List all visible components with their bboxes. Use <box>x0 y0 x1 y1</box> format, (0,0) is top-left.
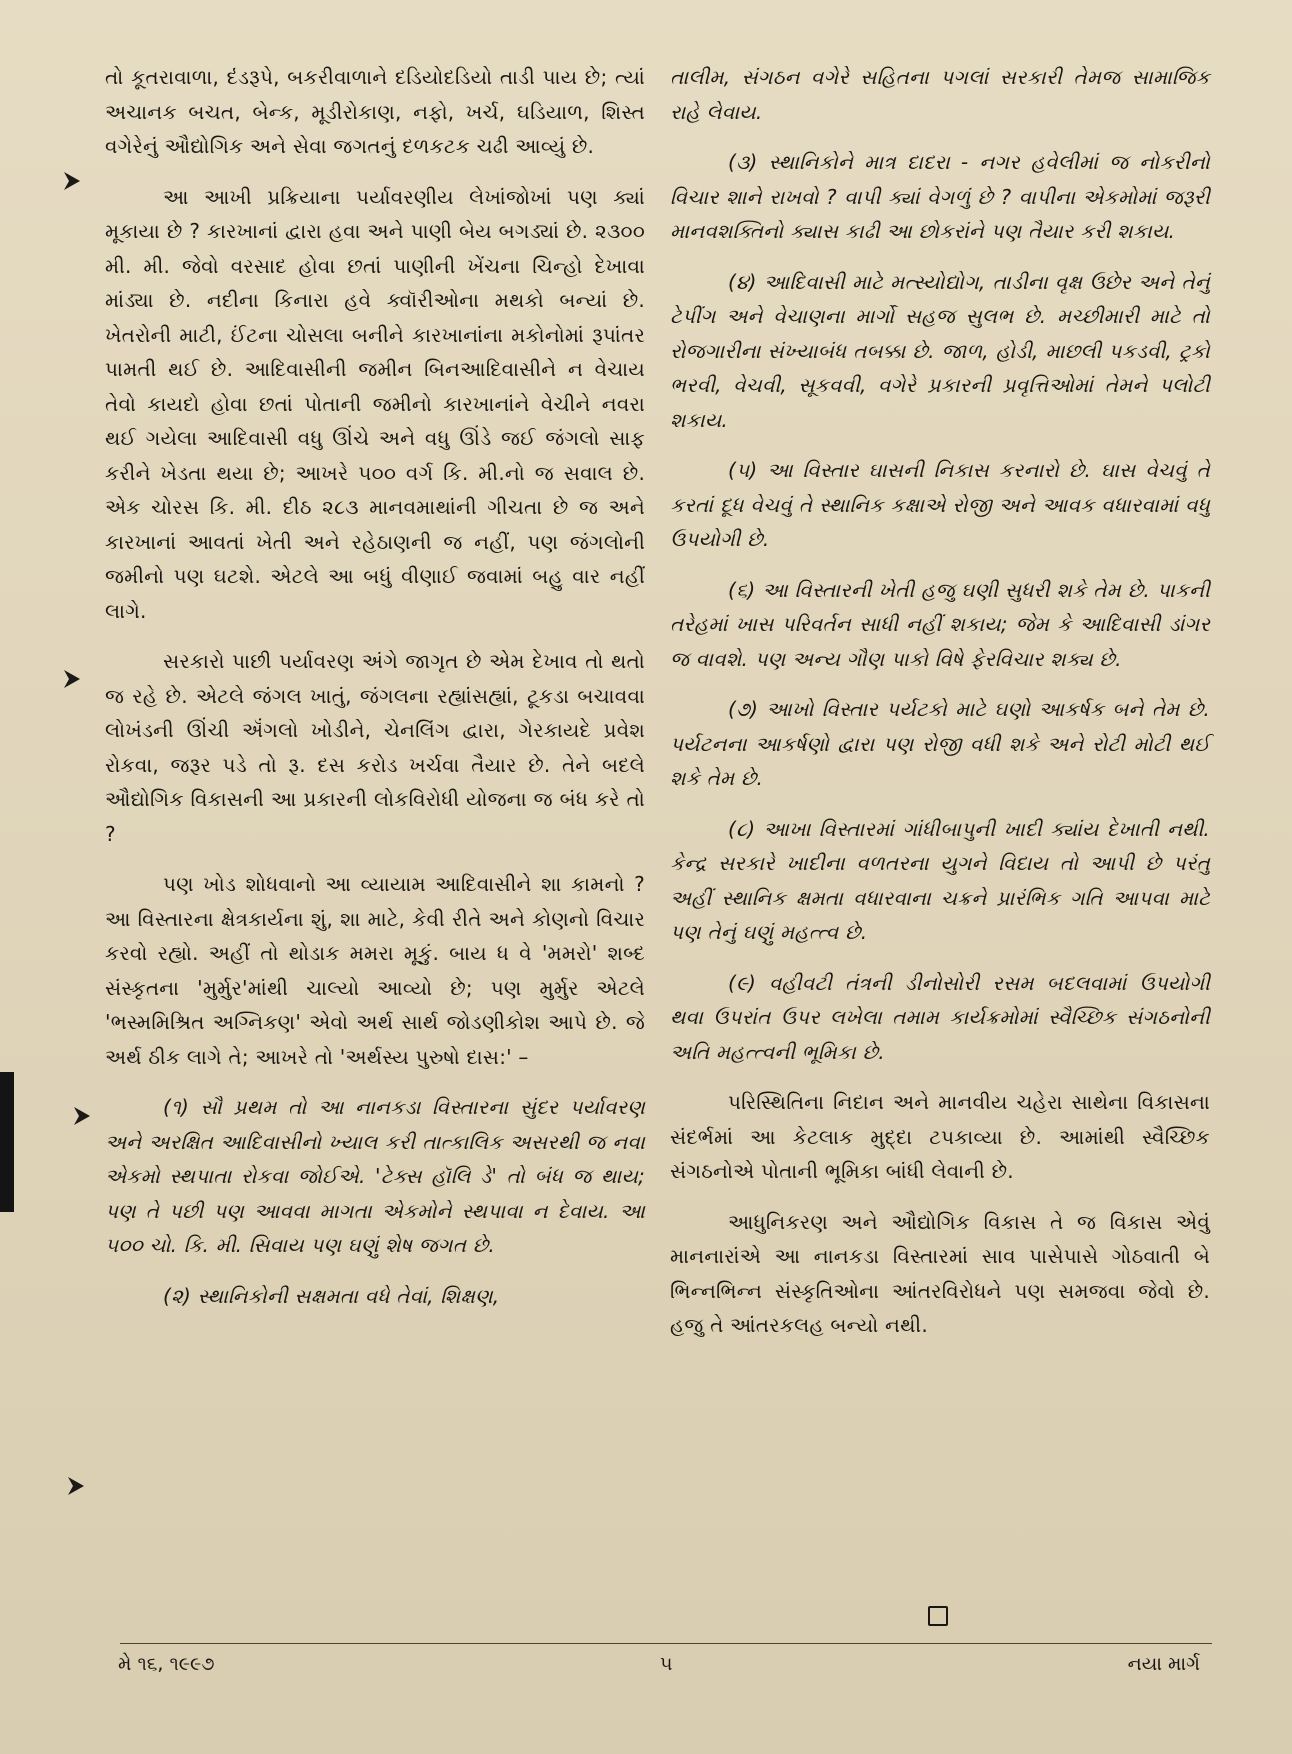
numbered-point: (૯) વહીવટી તંત્રની ડીનોસોરી રસમ બદલવામાં ઉપયોગી થવા ઉપરાંત ઉપર લખેલા તમામ કાર્યક્રમોમાં સ્વૈચ્છિક સંગઠનોની અતિ મહત્ત્વની ભૂમિકા છે. <box>670 970 1210 1064</box>
page-number: ૫ <box>660 1653 673 1675</box>
numbered-point: (૪) આદિવાસી માટે મત્સ્યોદ્યોગ, તાડીના વૃક્ષ ઉછેર અને તેનું ટેપીંગ અને વેચાણના માર્ગો સહજ સુલભ છે. મચ્છીમારી માટે તો રોજગારીના સંખ્યાબંધ તબક્કા છે. જાળ, હોડી, માછલી પકડવી, ટ્રકો ભરવી, વેચવી, સૂકવવી, વગેરે પ્રકારની પ્રવૃત્તિઓમાં તેમને પલોટી શકાય. <box>670 269 1210 432</box>
binding-hole-icon <box>62 170 82 192</box>
binding-hole-icon <box>66 1475 86 1497</box>
paragraph: આ આખી પ્રક્રિયાના પર્યાવરણીય લેખાંજોખાં પણ ક્યાં મૂકાયા છે ? કારખાનાં દ્વારા હવા અને પાણી બેય બગડ્યાં છે. ૨૩૦૦ મી. મી. જેવો વરસાદ હોવા છતાં પાણીની ખેંચના ચિન્હો દેખાવા માંડ્યા છે. નદીના કિનારા હવે ક્વૉરીઓના મથકો બન્યાં છે. ખેતરોની માટી, ઈંટના ચોસલા બનીને કારખાનાંના મકોનોમાં રૂપાંતર પામતી થઈ છે. આદિવાસીની જમીન બિનઆદિવાસીને ન વેચાય તેવો કાયદો હોવા છતાં પોતાની જમીનો કારખાનાંને વેચીને નવરા થઈ ગયેલા આદિવાસી વધુ ઊંચે અને વધુ ઊંડે જઈ જંગલો સાફ કરીને ખેડતા થયા છે; આખરે ૫૦૦ વર્ગ કિ. મી.નો જ સવાલ છે. એક ચોરસ કિ. મી. દીઠ ૨૮૩ માનવમાથાંની ગીચતા છે જ અને કારખાનાં આવતાં ખેતી અને રહેઠાણની જ નહીં, પણ જંગલોની જમીનો પણ ઘટશે. એટલે આ બધું વીણાઈ જવામાં બહુ વાર નહીં લાગે. <box>105 184 645 623</box>
numbered-point: (૬) આ વિસ્તારની ખેતી હજુ ઘણી સુધરી શકે તેમ છે. પાકની તરેહમાં ખાસ પરિવર્તન સાધી નહીં શકાય; જેમ કે આદિવાસી ડાંગર જ વાવશે. પણ અન્ય ગૌણ પાકો વિષે ફેરવિચાર શક્ય છે. <box>670 577 1210 671</box>
paragraph: તાલીમ, સંગઠન વગેરે સહિતના પગલાં સરકારી તેમજ સામાજિક રાહે લેવાય. <box>670 65 1210 124</box>
paragraph: આધુનિકરણ અને ઔદ્યોગિક વિકાસ તે જ વિકાસ એવું માનનારાંએ આ નાનકડા વિસ્તારમાં સાવ પાસેપાસે ગોઠવાતી બે ભિન્નભિન્ન સંસ્કૃતિઓના આંતરવિરોધને પણ સમજવા જેવો છે. હજુ તે આંતરકલહ બન્યો નથી. <box>670 1209 1210 1337</box>
end-of-article-square-icon <box>928 1606 948 1626</box>
publication-name: નયા માર્ગ <box>1127 1653 1200 1675</box>
paragraph: પરિસ્થિતિના નિદાન અને માનવીય ચહેરા સાથેના વિકાસના સંદર્ભમાં આ કેટલાક મુદ્દા ટપકાવ્યા છે. આમાંથી સ્વૈચ્છિક સંગઠનોએ પોતાની ભૂમિકા બાંધી લેવાની છે. <box>670 1090 1210 1183</box>
numbered-point: (૮) આખા વિસ્તારમાં ગાંધીબાપુની ખાદી ક્યાંય દેખાતી નથી. કેન્દ્ર સરકારે ખાદીના વળતરના યુગને વિદાય તો આપી છે પરંતુ અહીં સ્થાનિક ક્ષમતા વધારવાના ચક્રને પ્રારંભિક ગતિ આપવા માટે પણ તેનું ઘણું મહત્ત્વ છે. <box>670 816 1210 944</box>
left-column <box>105 60 645 1329</box>
paragraph: પણ ખોડ શોધવાનો આ વ્યાયામ આદિવાસીને શા કામનો ? આ વિસ્તારના ક્ષેત્રકાર્યના શું, શા માટે, કેવી રીતે અને કોણનો વિચાર કરવો રહ્યો. અહીં તો થોડાક મમરા મૂકું. બાય ધ વે 'મમરો' શબ્દ સંસ્કૃતના 'મુર્મુર'માંથી ચાલ્યો આવ્યો છે; પણ મુર્મુર એટલે 'ભસ્મમિશ્રિત અગ્નિકણ' એવો અર્થ સાર્થ જોડણીકોશ આપે છે. જે અર્થ ઠીક લાગે તે; આખરે તો 'અર્થસ્ય પુરુષો દાસ:' – <box>105 872 645 1069</box>
footer-divider <box>120 1643 1212 1644</box>
numbered-point: (૫) આ વિસ્તાર ઘાસની નિકાસ કરનારો છે. ઘાસ વેચવું તે કરતાં દૂધ વેચવું તે સ્થાનિક કક્ષાએ રોજી અને આવક વધારવામાં વધુ ઉપયોગી છે. <box>670 458 1210 551</box>
binding-hole-icon <box>62 668 82 690</box>
paragraph: તો કૂતરાવાળા, દંડરૂપે, બકરીવાળાને દડિયોદડિયો તાડી પાય છે; ત્યાં અચાનક બચત, બેન્ક, મૂડીરોકાણ, નફો, ખર્ચ, ઘડિયાળ, શિસ્ત વગેરેનું ઔદ્યોગિક અને સેવા જગતનું દળકટક ચઢી આવ્યું છે. <box>105 65 645 158</box>
numbered-point: (૨) સ્થાનિકોની સક્ષમતા વધે તેવાં, શિક્ષણ, <box>163 1283 500 1308</box>
footer-date: મે ૧૬, ૧૯૯૭ <box>118 1653 215 1675</box>
numbered-point: (૧) સૌ પ્રથમ તો આ નાનકડા વિસ્તારના સુંદર પર્યાવરણ અને અરક્ષિત આદિવાસીનો ખ્યાલ કરી તાત્કાલિક અસરથી જ નવા એકમો સ્થપાતા રોકવા જોઈએ. 'ટેક્સ હૉલિ ડે' તો બંધ જ થાય; પણ તે પછી પણ આવવા માગતા એકમોને સ્થપાવા ન દેવાય. આ ૫૦૦ ચો. કિ. મી. સિવાય પણ ઘણું શેષ જગત છે. <box>105 1095 645 1257</box>
binding-hole-icon <box>72 1105 92 1127</box>
numbered-point: (૩) સ્થાનિકોને માત્ર દાદરા - નગર હવેલીમાં જ નોકરીનો વિચાર શાને રાખવો ? વાપી ક્યાં વેગળું છે ? વાપીના એકમોમાં જરૂરી માનવશક્તિનો ક્યાસ કાઢી આ છોકરાંને પણ તૈયાર કરી શકાય. <box>670 150 1210 243</box>
scan-edge-shadow <box>0 1072 14 1212</box>
numbered-point: (૭) આખો વિસ્તાર પર્યટકો માટે ઘણો આકર્ષક બને તેમ છે. પર્યટનના આકર્ષણો દ્વારા પણ રોજી વધી શકે અને રોટી મોટી થઈ શકે તેમ છે. <box>670 697 1210 790</box>
right-column <box>670 60 1210 1359</box>
paragraph: સરકારો પાછી પર્યાવરણ અંગે જાગૃત છે એમ દેખાવ તો થતો જ રહે છે. એટલે જંગલ ખાતું, જંગલના રહ્યાંસહ્યાં, ટૂકડા બચાવવા લોખંડની ઊંચી ઍંગલો ખોડીને, ચેનલિંગ દ્વારા, ગેરકાયદે પ્રવેશ રોકવા, જરૂર પડે તો રૂ. દસ કરોડ ખર્ચવા તૈયાર છે. તેને બદલે ઔદ્યોગિક વિકાસની આ પ્રકારની લોકવિરોધી યોજના જ બંધ કરે તો ? <box>105 649 645 846</box>
